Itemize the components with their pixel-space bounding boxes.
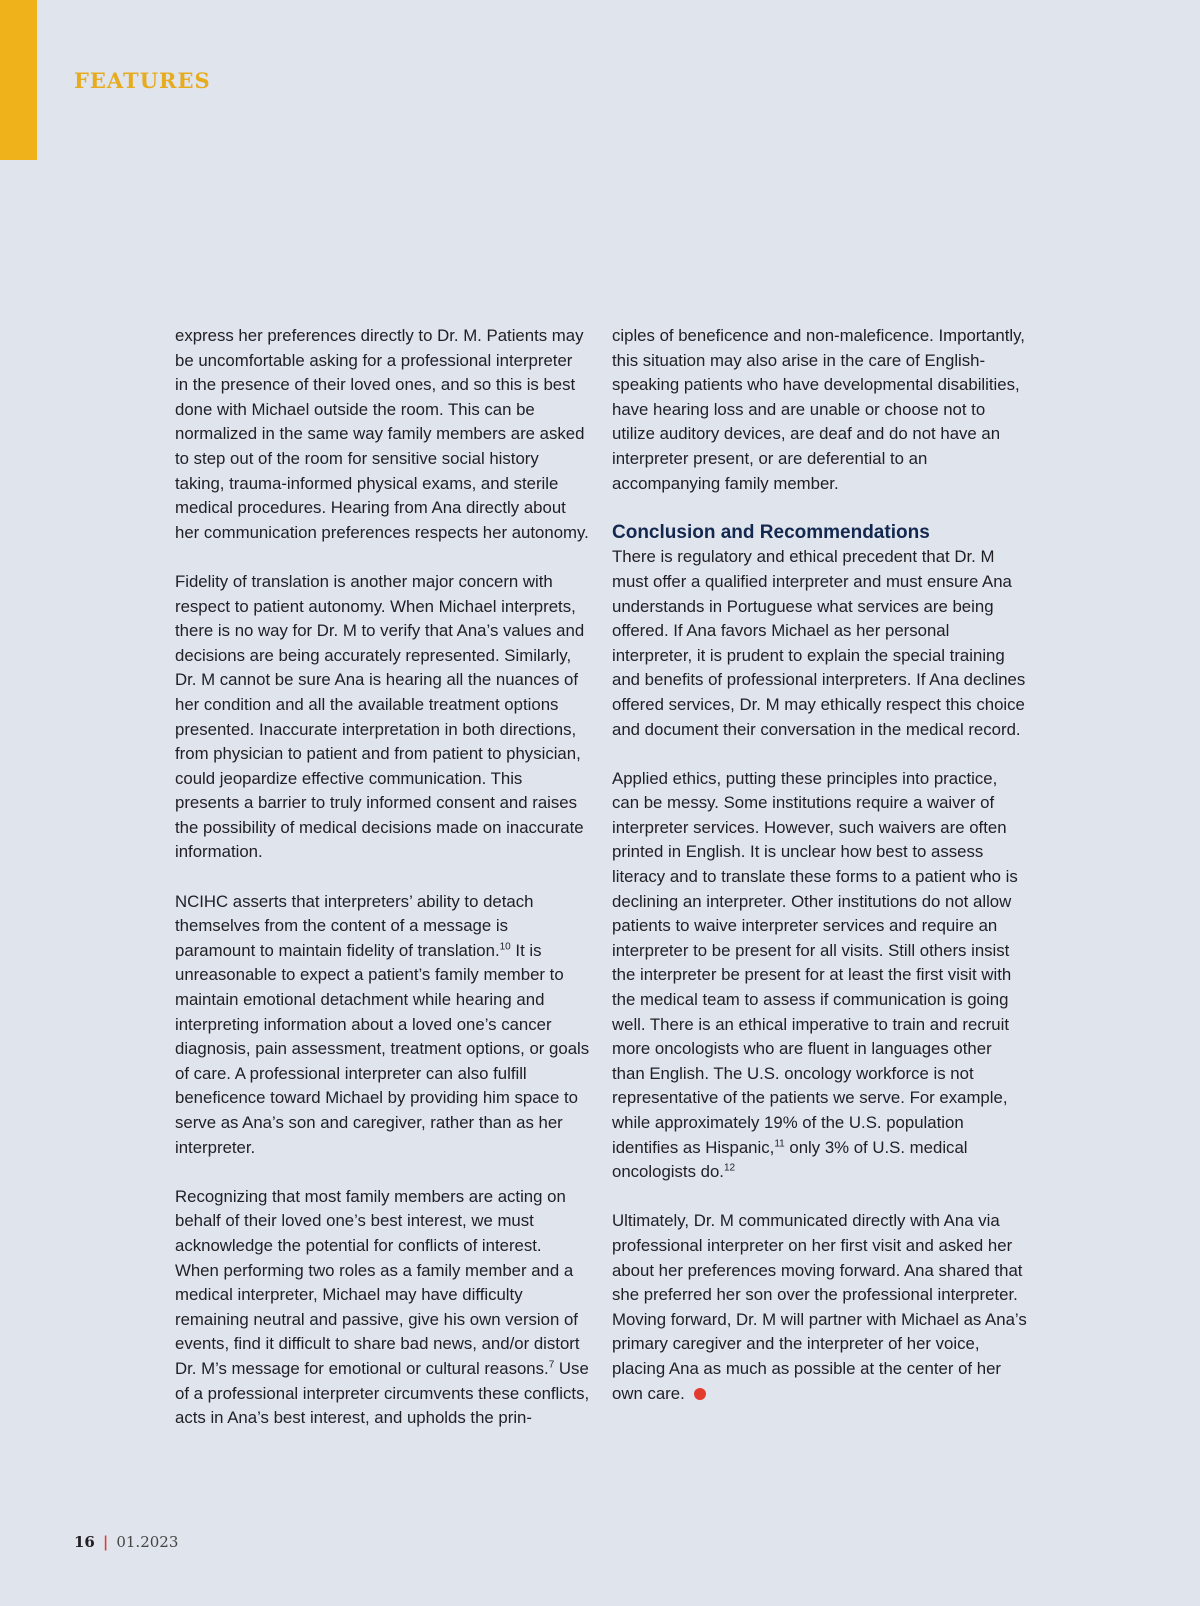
left-paragraph-3-text-b: It is unreasonable to expect a patient’s family member to maintain emotional detachment while hearing and interpreting information about a loved one’s cancer diagnosis, pain assessment, treatment options, or goals of care. A professional interpreter can also fulfill beneficence toward Michael by providing him space to serve as Ana’s son and caregiver, rather than as her interpreter. [175, 940, 590, 1157]
footer-separator: | [102, 1533, 109, 1551]
issue-date: 01.2023 [116, 1533, 179, 1551]
right-paragraph-1: ciples of beneficence and non-maleficence. Importantly, this situation may also arise in the care of English-speaking patients who have developmental disabilities, have hearing loss and are unable or choose not to utilize auditory devices, are deaf and do not have an interpreter present, or are deferential to an accompanying family member. [612, 326, 1025, 493]
left-paragraph-1: express her preferences directly to Dr. M. Patients may be uncomfortable asking for a professional interpreter in the presence of their loved ones, and so this is best done with Michael outside the room. This can be normalized in the same way family members are asked to step out of the room for sensitive social history taking, trauma-informed physical exams, and sterile medical procedures. Hearing from Ana directly about her communication preferences respects her autonomy. [175, 326, 589, 542]
end-of-article-mark [694, 1388, 706, 1400]
right-paragraph-2: There is regulatory and ethical precedent that Dr. M must offer a qualified interpreter and must ensure Ana understands in Portuguese what services are being offered. If Ana favors Michael as her personal interpreter, it is prudent to explain the special training and benefits of professional interpreters. If Ana declines offered services, Dr. M may ethically respect this choice and document their conversation in the medical record. [612, 547, 1026, 739]
left-paragraph-2: Fidelity of translation is another major concern with respect to patient autonomy. When Michael interprets, there is no way for Dr. M to verify that Ana’s values and decisions are being accurately represented. Similarly, Dr. M cannot be sure Ana is hearing all the nuances of her condition and all the available treatment options presented. Inaccurate interpretation in both directions, from physician to patient and from patient to physician, could jeopardize effective communication. This presents a barrier to truly informed consent and raises the possibility of medical decisions made on inaccurate information. [175, 571, 585, 862]
accent-bar [0, 0, 37, 160]
left-paragraph-4-text-a: Recognizing that most family members are acting on behalf of their loved one’s best interest, we must acknowledge the potential for conflicts of interest. When performing two roles as a family member and a medical interpreter, Michael may have difficulty remaining neutral and passive, give his own version of events, find it difficult to share bad news, and/or distort Dr. M’s message for emotional or cultural reasons. [175, 1186, 580, 1378]
reference-10: 10 [499, 941, 511, 953]
page-footer [74, 1533, 178, 1551]
reference-7: 7 [548, 1359, 555, 1371]
right-paragraph-3 [612, 767, 1027, 1185]
reference-12: 12 [723, 1162, 736, 1174]
left-column [175, 324, 590, 1431]
conclusion-heading: Conclusion and Recommendations [612, 521, 930, 543]
right-paragraph-3-text-a: Applied ethics, putting these principles into practice, can be messy. Some institutions require a waiver of interpreter services. However, such waivers are often printed in English. It is unclear how best to assess literacy and to translate these forms to a patient who is declining an interpreter. Other institutions do not allow patients to waive interpreter services and require an interpreter to be present for all visits. Still others insist the interpreter be present for at least the first visit with the medical team to assess if communication is going well. There is an ethical imperative to train and recruit more oncologists who are fluent in languages other than English. The U.S. oncology workforce is not representative of the patients we serve. For example, while approximately 19% of the U.S. population identifies as Hispanic, [612, 768, 1018, 1157]
right-paragraph-4-text: Ultimately, Dr. M communicated directly with Ana via professional interpreter on her first visit and asked her about her preferences moving forward. Ana shared that she preferred her son over the professional interpreter. Moving forward, Dr. M will partner with Michael as Ana’s primary caregiver and the interpreter of her voice, placing Ana as much as possible at the center of her own care. [612, 1211, 1027, 1403]
right-column [612, 324, 1027, 1406]
reference-11: 11 [774, 1138, 785, 1149]
left-paragraph-4-text-b: Use of a professional interpreter circumvents these conflicts, acts in Ana’s best interest, and upholds the prin- [175, 1358, 590, 1428]
page-number: 16 [74, 1533, 95, 1551]
left-paragraph-4 [175, 1185, 590, 1431]
right-paragraph-3-text-b: only 3% of U.S. medical oncologists do. [612, 1137, 968, 1182]
left-paragraph-3 [175, 890, 590, 1161]
left-paragraph-3-text-a: NCIHC asserts that interpreters’ ability to detach themselves from the content of a message is paramount to maintain fidelity of translation. [175, 891, 534, 960]
right-paragraph-4 [612, 1209, 1027, 1406]
section-label: FEATURES [74, 68, 211, 93]
